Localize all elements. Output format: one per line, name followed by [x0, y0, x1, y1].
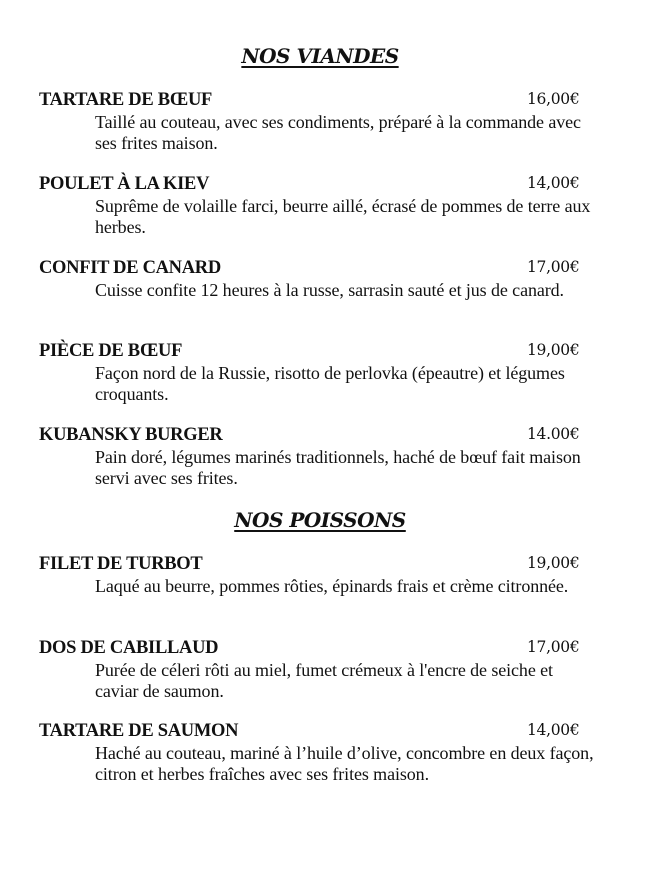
item-name: PIÈCE DE BŒUF [39, 341, 183, 361]
item-price: 14,00€ [527, 721, 580, 739]
menu-item [39, 721, 599, 785]
item-name: POULET À LA KIEV [39, 174, 210, 194]
menu-item [39, 258, 599, 301]
menu-item [39, 638, 599, 702]
item-price: 14,00€ [527, 174, 580, 192]
menu-item [39, 554, 599, 597]
item-description: Haché au couteau, mariné à l’huile d’olive, concombre en deux façon, citron et herbes fraîches avec ses frites maison. [95, 743, 594, 784]
item-price: 16,00€ [527, 90, 580, 108]
item-description: Taillé au couteau, avec ses condiments, préparé à la commande avec ses frites maison. [95, 112, 581, 153]
section-title-viandes: NOS VIANDES [241, 44, 399, 68]
item-description: Laqué au beurre, pommes rôties, épinards frais et crème citronnée. [95, 576, 569, 596]
item-price: 17,00€ [527, 258, 580, 276]
item-description: Purée de céleri rôti au miel, fumet crémeux à l'encre de seiche et caviar de saumon. [95, 660, 553, 701]
item-description: Pain doré, légumes marinés traditionnels, haché de bœuf fait maison servi avec ses frites. [95, 447, 581, 488]
item-description: Façon nord de la Russie, risotto de perlovka (épeautre) et légumes croquants. [95, 363, 565, 404]
item-name: KUBANSKY BURGER [39, 425, 223, 445]
item-name: CONFIT DE CANARD [39, 258, 221, 278]
item-name: DOS DE CABILLAUD [39, 638, 219, 658]
item-price: 17,00€ [527, 638, 580, 656]
menu-item [39, 174, 599, 238]
item-description: Suprême de volaille farci, beurre aillé, écrasé de pommes de terre aux herbes. [95, 196, 591, 237]
item-price: 14.00€ [527, 425, 580, 443]
item-price: 19,00€ [527, 554, 580, 572]
item-name: FILET DE TURBOT [39, 554, 203, 574]
item-description: Cuisse confite 12 heures à la russe, sarrasin sauté et jus de canard. [95, 280, 564, 300]
menu-item [39, 341, 599, 405]
menu-item [39, 425, 599, 489]
item-name: TARTARE DE BŒUF [39, 90, 213, 110]
section-title-poissons: NOS POISSONS [234, 508, 406, 532]
item-price: 19,00€ [527, 341, 580, 359]
item-name: TARTARE DE SAUMON [39, 721, 239, 741]
menu-item [39, 90, 599, 154]
